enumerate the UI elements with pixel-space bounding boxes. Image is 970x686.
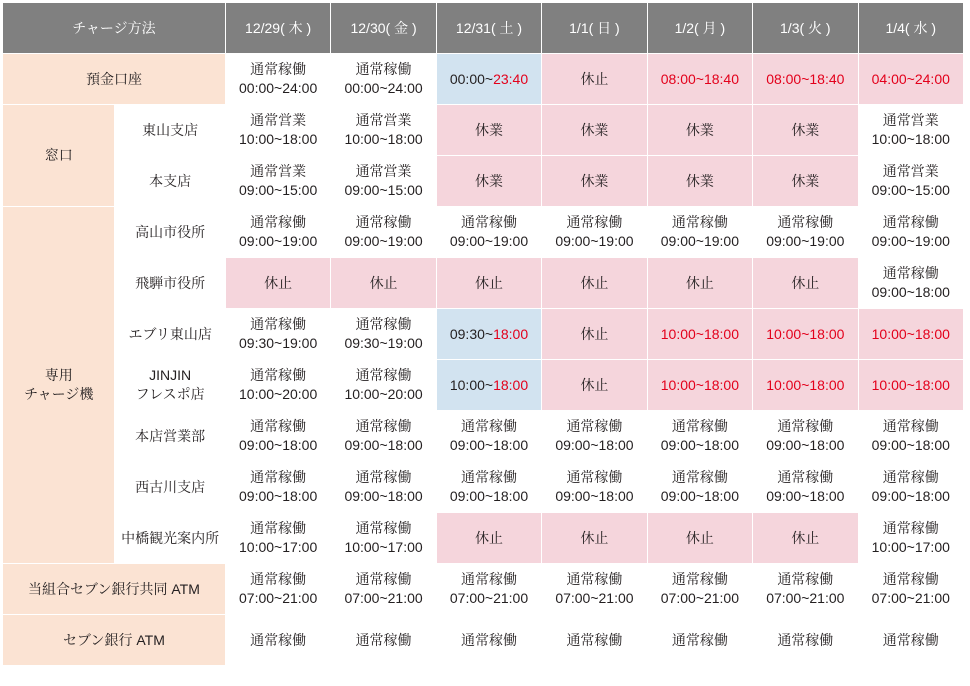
schedule-cell: 通常稼働 09:00~18:00 xyxy=(753,462,858,513)
schedule-cell: 休業 xyxy=(647,156,752,207)
schedule-cell: 休止 xyxy=(647,513,752,564)
schedule-cell: 休止 xyxy=(542,258,647,309)
table-row xyxy=(3,360,964,411)
schedule-cell: 休止 xyxy=(542,360,647,411)
schedule-cell: 休止 xyxy=(331,258,436,309)
schedule-cell: 10:00~18:00 xyxy=(647,360,752,411)
header-date-1: 12/30( 金 ) xyxy=(331,3,436,54)
schedule-cell: 10:00~18:00 xyxy=(436,360,541,411)
schedule-cell: 通常稼働 09:00~18:00 xyxy=(331,411,436,462)
schedule-cell: 通常稼働 xyxy=(858,615,963,666)
header-date-0: 12/29( 木 ) xyxy=(225,3,330,54)
schedule-cell: 通常稼働 07:00~21:00 xyxy=(331,564,436,615)
schedule-cell: 通常営業 09:00~15:00 xyxy=(225,156,330,207)
schedule-cell: 通常営業 09:00~15:00 xyxy=(331,156,436,207)
row-sub-label: 本店営業部 xyxy=(115,411,225,462)
schedule-cell: 通常稼働 07:00~21:00 xyxy=(858,564,963,615)
header-date-5: 1/3( 火 ) xyxy=(753,3,858,54)
schedule-cell: 通常稼働 xyxy=(436,615,541,666)
header-method: チャージ方法 xyxy=(3,3,226,54)
schedule-cell: 通常稼働 09:00~18:00 xyxy=(858,411,963,462)
schedule-cell: 通常稼働 10:00~17:00 xyxy=(858,513,963,564)
schedule-cell: 通常稼働 09:00~19:00 xyxy=(436,207,541,258)
row-group-label: 専用 チャージ機 xyxy=(3,207,115,564)
schedule-cell: 通常稼働 xyxy=(753,615,858,666)
schedule-cell: 08:00~18:40 xyxy=(753,54,858,105)
schedule-cell: 通常営業 10:00~18:00 xyxy=(331,105,436,156)
row-sub-label: JINJIN フレスポ店 xyxy=(115,360,225,411)
schedule-cell: 通常稼働 09:00~18:00 xyxy=(858,258,963,309)
schedule-cell: 通常稼働 xyxy=(331,615,436,666)
row-sub-label: エブリ東山店 xyxy=(115,309,225,360)
table-row xyxy=(3,462,964,513)
schedule-cell: 通常稼働 09:00~19:00 xyxy=(225,207,330,258)
header-date-2: 12/31( 土 ) xyxy=(436,3,541,54)
schedule-cell: 10:00~18:00 xyxy=(858,360,963,411)
schedule-cell: 00:00~23:40 xyxy=(436,54,541,105)
row-sub-label: 中橋観光案内所 xyxy=(115,513,225,564)
schedule-cell: 通常営業 10:00~18:00 xyxy=(225,105,330,156)
schedule-cell: 通常稼働 09:00~19:00 xyxy=(331,207,436,258)
schedule-cell: 休業 xyxy=(647,105,752,156)
schedule-cell: 休止 xyxy=(647,258,752,309)
schedule-cell: 通常営業 10:00~18:00 xyxy=(858,105,963,156)
header-date-4: 1/2( 月 ) xyxy=(647,3,752,54)
schedule-cell: 09:30~18:00 xyxy=(436,309,541,360)
table-row xyxy=(3,513,964,564)
row-sub-label: 東山支店 xyxy=(115,105,225,156)
schedule-cell: 休業 xyxy=(753,105,858,156)
row-group-label: 当組合セブン銀行共同 ATM xyxy=(3,564,226,615)
schedule-cell: 通常稼働 10:00~20:00 xyxy=(225,360,330,411)
schedule-cell: 通常稼働 00:00~24:00 xyxy=(331,54,436,105)
schedule-cell: 休止 xyxy=(753,513,858,564)
row-sub-label: 飛騨市役所 xyxy=(115,258,225,309)
schedule-cell: 休止 xyxy=(542,309,647,360)
schedule-cell: 通常稼働 07:00~21:00 xyxy=(647,564,752,615)
schedule-cell: 通常稼働 09:00~18:00 xyxy=(436,462,541,513)
schedule-cell: 休業 xyxy=(542,105,647,156)
schedule-cell: 通常稼働 10:00~17:00 xyxy=(331,513,436,564)
schedule-cell: 通常稼働 09:00~19:00 xyxy=(647,207,752,258)
schedule-cell: 10:00~18:00 xyxy=(753,360,858,411)
schedule-cell: 通常稼働 09:00~18:00 xyxy=(647,411,752,462)
table-row xyxy=(3,615,964,666)
schedule-cell: 通常稼働 xyxy=(542,615,647,666)
table-row xyxy=(3,258,964,309)
schedule-cell: 通常稼働 00:00~24:00 xyxy=(225,54,330,105)
schedule-cell: 通常稼働 10:00~17:00 xyxy=(225,513,330,564)
row-group-label: セブン銀行 ATM xyxy=(3,615,226,666)
header-date-6: 1/4( 水 ) xyxy=(858,3,963,54)
schedule-cell: 休止 xyxy=(436,258,541,309)
schedule-cell: 休業 xyxy=(753,156,858,207)
schedule-cell: 通常稼働 09:00~18:00 xyxy=(225,462,330,513)
table-row xyxy=(3,105,964,156)
schedule-cell: 通常稼働 09:00~19:00 xyxy=(542,207,647,258)
schedule-cell: 休止 xyxy=(542,54,647,105)
schedule-cell: 通常稼働 09:00~18:00 xyxy=(858,462,963,513)
schedule-cell: 通常稼働 xyxy=(647,615,752,666)
schedule-cell: 10:00~18:00 xyxy=(753,309,858,360)
schedule-cell: 通常稼働 09:30~19:00 xyxy=(225,309,330,360)
table-row xyxy=(3,54,964,105)
schedule-cell: 休業 xyxy=(436,156,541,207)
schedule-cell: 通常稼働 09:00~18:00 xyxy=(542,462,647,513)
schedule-cell: 休業 xyxy=(542,156,647,207)
schedule-cell: 通常稼働 09:00~18:00 xyxy=(542,411,647,462)
table-body xyxy=(3,54,964,666)
schedule-cell: 通常稼働 09:00~18:00 xyxy=(436,411,541,462)
schedule-cell: 通常稼働 10:00~20:00 xyxy=(331,360,436,411)
schedule-cell: 通常稼働 09:30~19:00 xyxy=(331,309,436,360)
schedule-cell: 通常稼働 09:00~19:00 xyxy=(753,207,858,258)
schedule-cell: 08:00~18:40 xyxy=(647,54,752,105)
table-row xyxy=(3,564,964,615)
schedule-cell: 通常営業 09:00~15:00 xyxy=(858,156,963,207)
schedule-cell: 通常稼働 07:00~21:00 xyxy=(753,564,858,615)
row-group-label: 窓口 xyxy=(3,105,115,207)
schedule-cell: 休止 xyxy=(225,258,330,309)
table-row xyxy=(3,207,964,258)
schedule-cell: 休業 xyxy=(436,105,541,156)
schedule-cell: 休止 xyxy=(436,513,541,564)
schedule-cell: 休止 xyxy=(542,513,647,564)
table-header-row xyxy=(3,3,964,54)
table-row xyxy=(3,411,964,462)
table-row xyxy=(3,309,964,360)
row-sub-label: 高山市役所 xyxy=(115,207,225,258)
schedule-cell: 通常稼働 09:00~18:00 xyxy=(225,411,330,462)
schedule-cell: 通常稼働 07:00~21:00 xyxy=(436,564,541,615)
schedule-cell: 通常稼働 09:00~18:00 xyxy=(753,411,858,462)
schedule-cell: 休止 xyxy=(753,258,858,309)
row-sub-label: 本支店 xyxy=(115,156,225,207)
header-date-3: 1/1( 日 ) xyxy=(542,3,647,54)
table-row xyxy=(3,156,964,207)
schedule-cell: 10:00~18:00 xyxy=(858,309,963,360)
schedule-cell: 通常稼働 09:00~18:00 xyxy=(647,462,752,513)
schedule-cell: 通常稼働 xyxy=(225,615,330,666)
schedule-cell: 04:00~24:00 xyxy=(858,54,963,105)
schedule-cell: 通常稼働 07:00~21:00 xyxy=(542,564,647,615)
row-sub-label: 西古川支店 xyxy=(115,462,225,513)
schedule-cell: 通常稼働 09:00~19:00 xyxy=(858,207,963,258)
schedule-cell: 通常稼働 09:00~18:00 xyxy=(331,462,436,513)
row-group-label: 預金口座 xyxy=(3,54,226,105)
schedule-cell: 10:00~18:00 xyxy=(647,309,752,360)
schedule-cell: 通常稼働 07:00~21:00 xyxy=(225,564,330,615)
charge-schedule-table xyxy=(2,2,964,666)
